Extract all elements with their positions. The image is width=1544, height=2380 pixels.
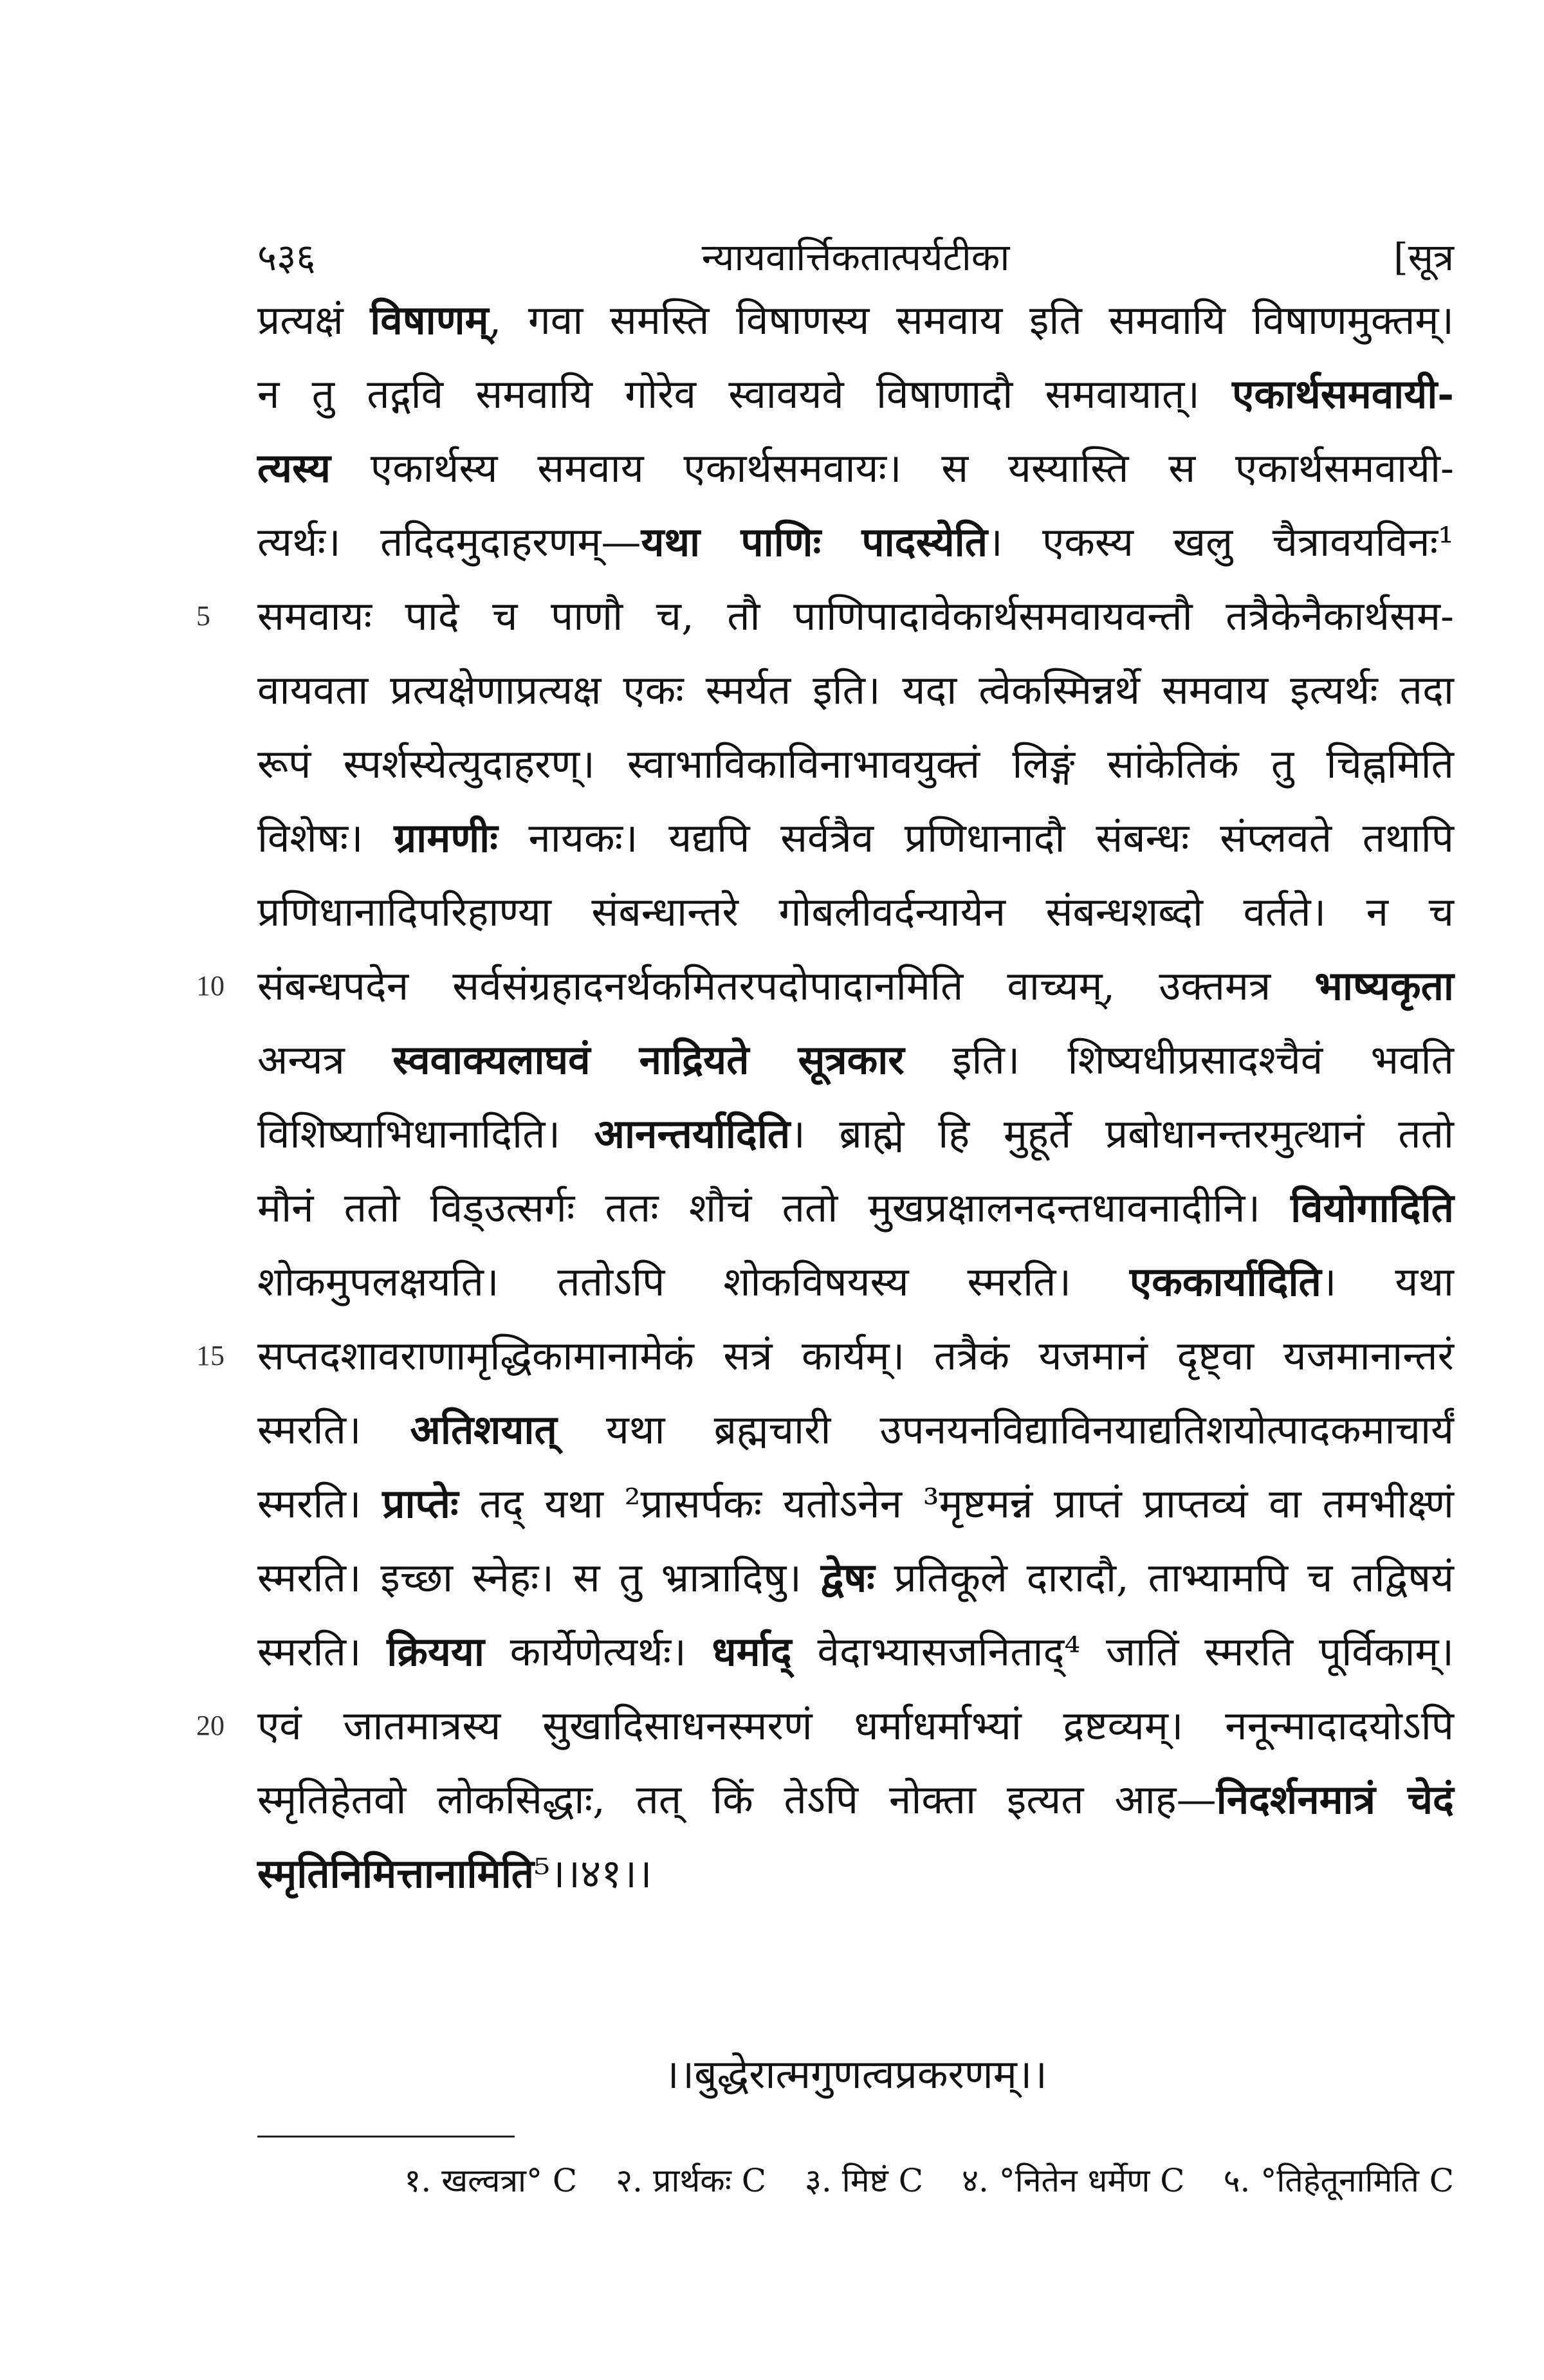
text-line bbox=[257, 1762, 1454, 1836]
bold-term: अतिशयात् bbox=[410, 1406, 557, 1453]
text-run: त्यर्थः। तदिदमुदाहरणम्— bbox=[257, 518, 641, 565]
text-run: समवायः पादे च पाणौ च, तौ पाणिपादावेकार्थसमवायवन्तौ तत्रैकेनैकार्थसम- bbox=[257, 592, 1454, 639]
text-run: प्रत्यक्षं bbox=[257, 297, 371, 343]
line-number: 20 bbox=[196, 1710, 225, 1741]
section-colophon: ।।बुद्धेरात्मगुणत्वप्रकरणम्।। bbox=[664, 2051, 1047, 2098]
text-run: एकार्थस्य समवाय एकार्थसमवायः। स यस्यास्ति स एकार्थसमवायी- bbox=[331, 444, 1454, 491]
text-line bbox=[257, 1245, 1454, 1319]
bold-term: एककार्यादिति bbox=[1129, 1258, 1321, 1305]
text-run: इति। शिष्यधीप्रसादश्चैवं भवति bbox=[904, 1036, 1454, 1083]
text-run: विशिष्याभिधानादिति। bbox=[257, 1110, 594, 1157]
text-line bbox=[257, 1097, 1454, 1171]
text-line bbox=[196, 1319, 1454, 1393]
text-run: सप्तदशावराणामृद्धिकामानामेकं सत्रं कार्यम्। तत्रैकं यजमानं दृष्ट्वा यजमानान्तरं bbox=[257, 1332, 1454, 1379]
text-line bbox=[257, 1467, 1454, 1541]
bold-term: वियोगादिति bbox=[1291, 1184, 1454, 1231]
text-line bbox=[257, 1541, 1454, 1615]
text-run: एवं जातमात्रस्य सुखादिसाधनस्मरणं धर्माधर्माभ्यां द्रष्टव्यम्। ननून्मादादयोऽपि bbox=[257, 1702, 1454, 1749]
text-run: नायकः। यद्यपि सर्वत्रैव प्रणिधानादौ संबन्धः संप्लवते तथापि bbox=[497, 814, 1454, 861]
footnote-divider bbox=[257, 2136, 515, 2137]
text-run: स्मरति। bbox=[257, 1480, 383, 1527]
text-run: तद् यथा ²प्रासर्पकः यतोऽनेन ³मृष्टमन्नं प्राप्तं प्राप्तव्यं वा तमभीक्ष्णं bbox=[458, 1480, 1454, 1527]
text-run: । ब्राह्मे हि मुहूर्ते प्रबोधानन्तरमुत्थानं ततो bbox=[790, 1110, 1454, 1157]
text-line bbox=[196, 579, 1454, 653]
bold-term: विषाणम् bbox=[370, 297, 489, 343]
bold-term: आनन्तर्यादिति bbox=[594, 1110, 791, 1157]
text-run: स्मरति। bbox=[257, 1628, 387, 1675]
line-number: 10 bbox=[196, 970, 225, 1002]
text-line bbox=[257, 505, 1454, 579]
footnote-item: २. प्रार्थकः C bbox=[616, 2162, 766, 2199]
footnote-item: १. खल्वत्रा° C bbox=[404, 2162, 578, 2199]
text-line bbox=[257, 1171, 1454, 1245]
text-line bbox=[257, 283, 1454, 357]
text-line bbox=[257, 1836, 1454, 1910]
text-run: रूपं स्पर्शस्येत्युदाहरण्। स्वाभाविकाविनाभावयुक्तं लिङ्गं सांकेतिकं तु चिह्नमिति bbox=[257, 740, 1454, 787]
text-line bbox=[257, 727, 1454, 801]
bold-term: निदर्शनमात्रं चेदं bbox=[1216, 1776, 1454, 1823]
text-run: प्रतिकूले दारादौ, ताभ्यामपि च तद्विषयं bbox=[874, 1554, 1454, 1601]
main-text bbox=[196, 283, 1454, 1910]
text-line bbox=[196, 949, 1454, 1023]
footnotes bbox=[257, 2152, 1454, 2210]
page-title: न्यायवार्त्तिकतात्पर्यटीका bbox=[701, 235, 1010, 279]
text-run: प्रणिधानादिपरिहाण्या संबन्धान्तरे गोबलीवर्दन्यायेन संबन्धशब्दो वर्तते। न च bbox=[257, 888, 1454, 935]
text-line bbox=[257, 801, 1454, 875]
footnote-item: ४. °नितेन धर्मेण C bbox=[961, 2162, 1185, 2199]
text-line bbox=[257, 357, 1454, 431]
text-run: स्मरति। इच्छा स्नेहः। स तु भ्रात्रादिषु। bbox=[257, 1554, 821, 1601]
text-run: मौनं ततो विड्उत्सर्गः ततः शौचं ततो मुखप्रक्षालनदन्तधावनादीनि। bbox=[257, 1184, 1291, 1231]
text-run: शोकमुपलक्षयति। ततोऽपि शोकविषयस्य स्मरति। bbox=[257, 1258, 1130, 1305]
text-line bbox=[257, 875, 1454, 949]
text-run: ⁵।।४१।। bbox=[534, 1850, 652, 1897]
bold-term: यथा पाणिः पादस्येति bbox=[641, 518, 988, 565]
text-run: यथा ब्रह्मचारी उपनयनविद्याविनयाद्यतिशयोत्पादकमाचार्यं bbox=[556, 1406, 1454, 1453]
bold-term: भाष्यकृता bbox=[1314, 962, 1454, 1009]
text-run: न तु तद्गवि समवायि गोरेव स्वावयवे विषाणादौ समवायात्। bbox=[257, 371, 1233, 417]
text-run: वेदाभ्यासजनिताद्⁴ जातिं स्मरति पूर्विकाम्। bbox=[791, 1628, 1454, 1675]
text-line bbox=[257, 1393, 1454, 1467]
footnote-item: ५. °तिहेतूनामिति C bbox=[1223, 2162, 1454, 2199]
text-run: । यथा bbox=[1321, 1258, 1454, 1305]
bold-term: द्वेषः bbox=[820, 1554, 875, 1601]
text-line bbox=[196, 1689, 1454, 1762]
bold-term: स्ववाक्यलाघवं नाद्रियते सूत्रकार bbox=[392, 1036, 905, 1083]
text-run: स्मरति। bbox=[257, 1406, 410, 1453]
text-run: वायवता प्रत्यक्षेणाप्रत्यक्ष एकः स्मर्यत इति। यदा त्वेकस्मिन्नर्थे समवाय इत्यर्थः तदा bbox=[257, 666, 1454, 713]
bold-term: धर्माद् bbox=[712, 1628, 792, 1675]
bold-term: एकार्थसमवायी- bbox=[1232, 371, 1454, 417]
text-run: कार्येणेत्यर्थः। bbox=[484, 1628, 712, 1675]
page-number: ५३६ bbox=[257, 235, 316, 279]
bold-term: त्यस्य bbox=[257, 444, 331, 491]
running-header bbox=[257, 228, 1454, 286]
bold-term: स्मृतिनिमित्तानामिति bbox=[257, 1850, 535, 1897]
text-line bbox=[257, 653, 1454, 727]
text-run: अन्यत्र bbox=[257, 1036, 393, 1083]
bold-term: क्रियया bbox=[387, 1628, 484, 1675]
footnote-item: ३. मिष्टं C bbox=[804, 2162, 923, 2199]
text-line bbox=[257, 1615, 1454, 1689]
text-run: । एकस्य खलु चैत्रावयविनः¹ bbox=[988, 518, 1454, 565]
text-run: , गवा समस्ति विषाणस्य समवाय इति समवायि विषाणमुक्तम्। bbox=[488, 297, 1454, 343]
bold-term: ग्रामणीः bbox=[394, 814, 498, 861]
text-run: संबन्धपदेन सर्वसंग्रहादनर्थकमितरपदोपादानमिति वाच्यम्, उक्तमत्र bbox=[257, 962, 1315, 1009]
text-line bbox=[257, 1023, 1454, 1097]
line-number: 15 bbox=[196, 1340, 225, 1371]
text-run: विशेषः। bbox=[257, 814, 394, 861]
bold-term: प्राप्तेः bbox=[382, 1480, 459, 1527]
text-line bbox=[257, 431, 1454, 505]
section-label: [सूत्र bbox=[1393, 235, 1454, 279]
line-number: 5 bbox=[196, 600, 210, 632]
text-run: स्मृतिहेतवो लोकसिद्धाः, तत् किं तेऽपि नोक्ता इत्यत आह— bbox=[257, 1776, 1217, 1823]
